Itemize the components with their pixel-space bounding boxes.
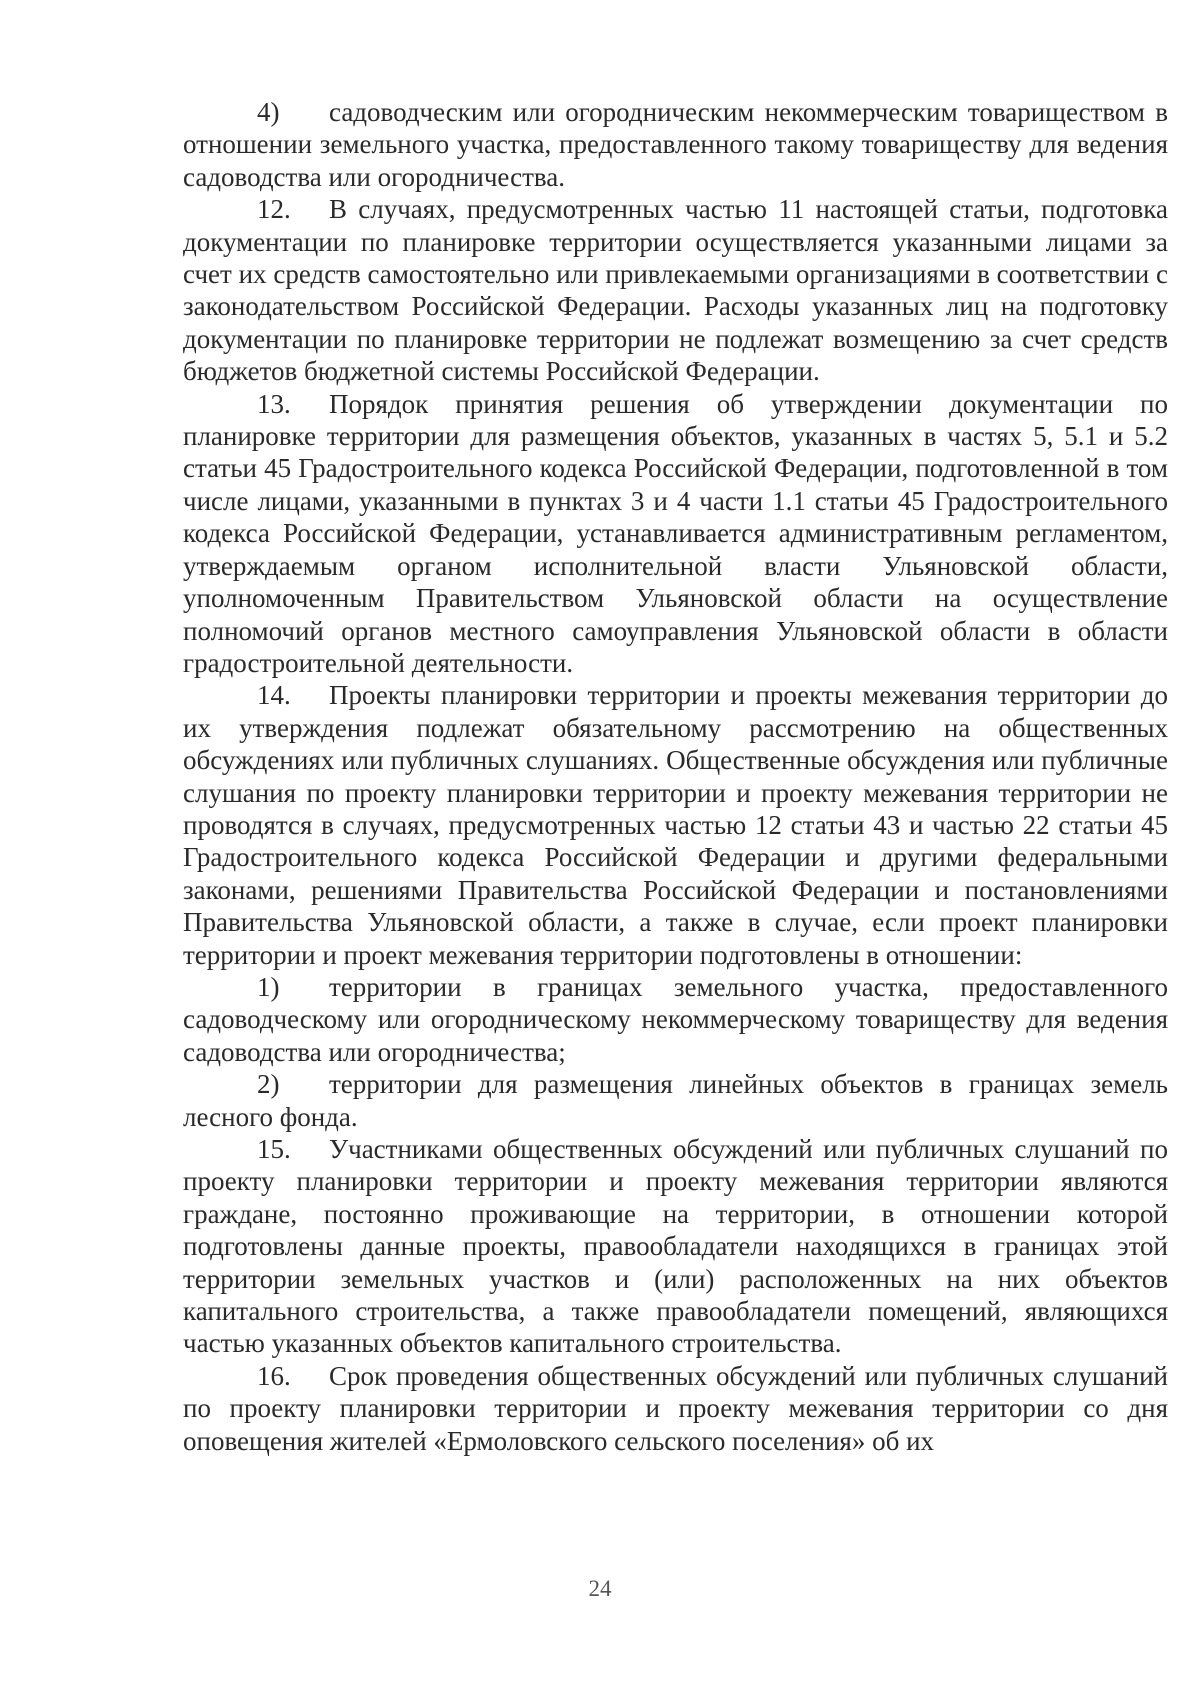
paragraph-text: Проекты планировки территории и проекты межевания территории до их утверждения подлежат обязательному рассмотрению на общественных обсуждениях или публичных слушаниях. Общественные обсуждения или публичные слушания по проекту планировки территории и проекту межевания территории не проводятся в случаях, предусмотренных частью 12 статьи 43 и частью 22 статьи 45 Градостроительного кодекса Российской Федерации и другими федеральными законами, решениями Правительства Российской Федерации и постановлениями Правительства Ульяновской области, а также в случае, если проект планировки территории и проект межевания территории подготовлены в отношении:: [183, 680, 1168, 970]
paragraph-text: Участниками общественных обсуждений или публичных слушаний по проекту планировки территории и проекту межевания территории являются граждане, постоянно проживающие на территории, в отношении которой подготовлены данные проекты, правообладатели находящихся в границах этой территории земельных участков и (или) расположенных на них объектов капитального строительства, а также правообладатели помещений, являющихся частью указанных объектов капитального строительства.: [183, 1134, 1168, 1359]
paragraph-number: 13.: [257, 388, 291, 419]
paragraph-text: Порядок принятия решения об утверждении документации по планировке территории для размещения объектов, указанных в частях 5, 5.1 и 5.2 статьи 45 Градостроительного кодекса Российской Федерации, подготовленной в том числе лицами, указанными в пунктах 3 и 4 части 1.1 статьи 45 Градостроительного кодекса Российской Федерации, устанавливается административным регламентом, утверждаемым органом исполнительной власти Ульяновской области, уполномоченным Правительством Ульяновской области на осуществление полномочий органов местного самоуправления Ульяновской области в области градостроительной деятельности.: [183, 388, 1168, 678]
paragraph-14: [183, 679, 1168, 971]
paragraph-14-item-2: [183, 1068, 1168, 1133]
paragraph-number: 2): [257, 1069, 280, 1100]
paragraph-number: 14.: [257, 680, 291, 711]
paragraph-14-item-1: [183, 971, 1168, 1068]
paragraph-text: В случаях, предусмотренных частью 11 настоящей статьи, подготовка документации по планировке территории осуществляется указанными лицами за счет их средств самостоятельно или привлекаемыми организациями в соответствии с законодательством Российской Федерации. Расходы указанных лиц на подготовку документации по планировке территории не подлежат возмещению за счет средств бюджетов бюджетной системы Российской Федерации.: [183, 194, 1168, 387]
document-body: [183, 96, 1168, 1457]
paragraph-number: 16.: [257, 1360, 291, 1391]
paragraph-15: [183, 1133, 1168, 1360]
page-number: 24: [588, 1576, 612, 1601]
paragraph-number: 4): [257, 97, 280, 127]
paragraph-text: территории для размещения линейных объектов в границах земель лесного фонда.: [183, 1069, 1168, 1132]
paragraph-text: территории в границах земельного участка, предоставленного садоводческому или огородническому некоммерческому товариществу для ведения садоводства или огородничества;: [183, 971, 1168, 1067]
paragraph-number: 12.: [257, 194, 291, 225]
paragraph-16: [183, 1360, 1168, 1457]
paragraph-text: садоводческим или огородническим некоммерческим товариществом в отношении земельного участка, предоставленного такому товариществу для ведения садоводства или огородничества.: [183, 97, 1168, 192]
paragraph-number: 15.: [257, 1134, 291, 1164]
paragraph-12: [183, 193, 1168, 387]
paragraph-4-item: [183, 96, 1168, 193]
paragraph-text: Срок проведения общественных обсуждений или публичных слушаний по проекту планировки территории и проекту межевания территории со дня оповещения жителей «Ермоловского сельского поселения» об их: [183, 1360, 1168, 1456]
paragraph-number: 1): [257, 971, 280, 1002]
paragraph-13: [183, 388, 1168, 680]
